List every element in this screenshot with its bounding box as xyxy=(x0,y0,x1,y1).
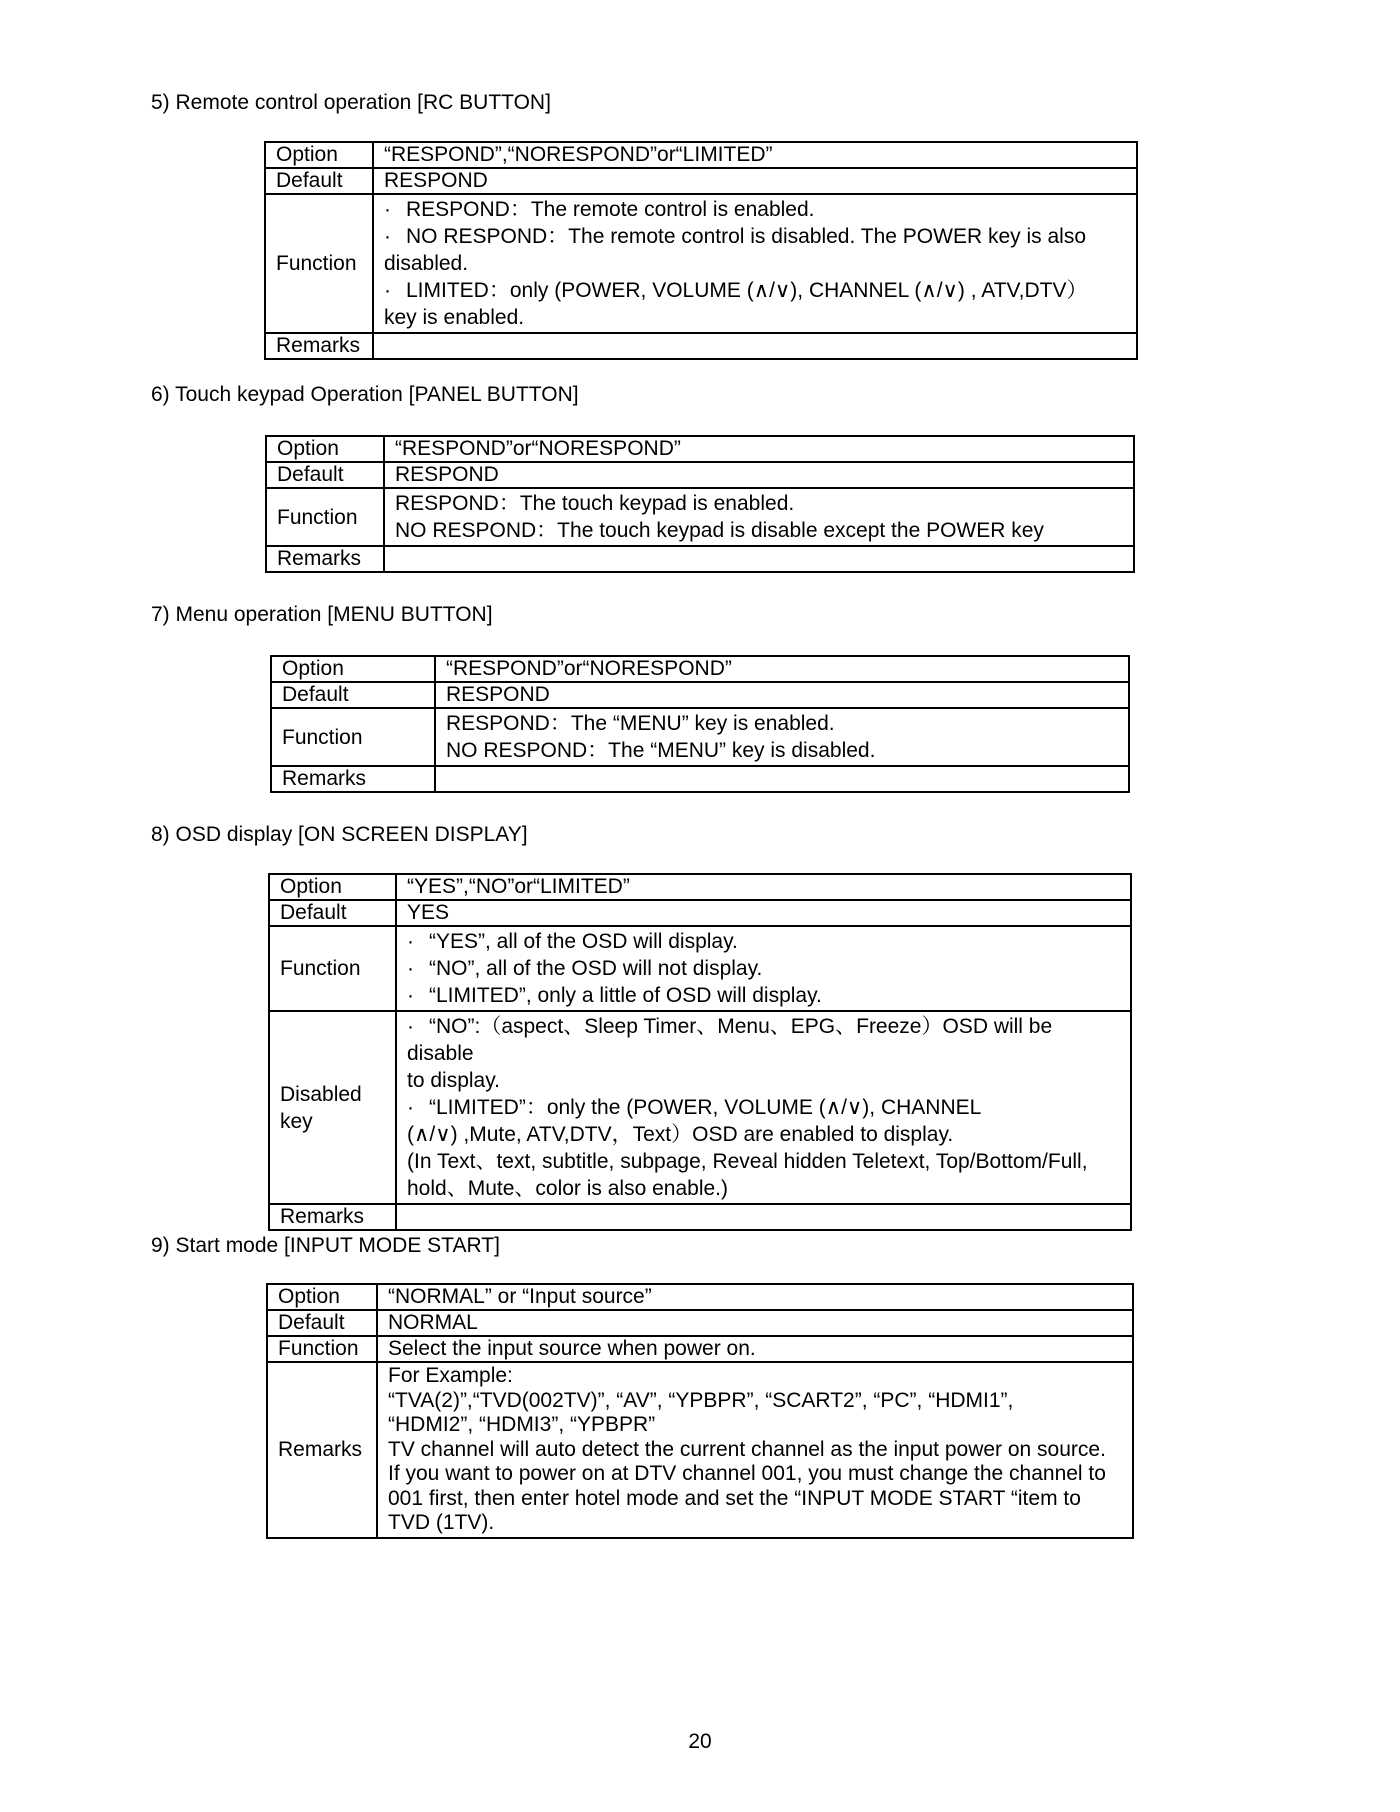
remarks-value xyxy=(435,766,1129,792)
remarks-line: For Example: xyxy=(388,1364,513,1387)
function-line: disabled. xyxy=(384,252,469,275)
table-row xyxy=(269,1011,1131,1204)
remarks-label: Remarks xyxy=(265,333,373,359)
function-line: · RESPOND：The remote control is enabled. xyxy=(384,198,815,221)
table-row xyxy=(265,333,1137,359)
function-label: Function xyxy=(266,488,384,546)
remarks-label: Remarks xyxy=(267,1362,377,1538)
disabled-key-label: Disabled key xyxy=(269,1011,396,1204)
bullet-icon: · xyxy=(407,957,414,980)
remarks-label: Remarks xyxy=(271,766,435,792)
option-label: Option xyxy=(271,656,435,682)
default-label: Default xyxy=(266,462,384,488)
table-row xyxy=(269,874,1131,900)
panel-button-table xyxy=(265,435,1135,573)
page-number: 20 xyxy=(688,1730,712,1753)
table-row xyxy=(267,1336,1133,1362)
input-mode-start-table xyxy=(266,1283,1134,1539)
default-label: Default xyxy=(271,682,435,708)
table-row xyxy=(271,682,1129,708)
table-row xyxy=(266,462,1134,488)
function-line: · “NO”, all of the OSD will not display. xyxy=(407,957,763,980)
function-value xyxy=(373,194,1137,333)
table-row xyxy=(269,1204,1131,1230)
default-value: YES xyxy=(396,900,1131,926)
function-line: NO RESPOND：The touch keypad is disable except the POWER key xyxy=(395,519,1044,542)
function-line: · NO RESPOND：The remote control is disabled. The POWER key is also xyxy=(384,225,1087,248)
bullet-icon: · xyxy=(384,279,391,302)
option-value: “RESPOND”or“NORESPOND” xyxy=(384,436,1134,462)
disabled-line: (∧/∨) ,Mute, ATV,DTV，Text）OSD are enabled to display. xyxy=(407,1123,954,1146)
osd-display-table xyxy=(268,873,1132,1231)
function-label: Function xyxy=(267,1336,377,1362)
bullet-icon: · xyxy=(384,225,391,248)
default-value: RESPOND xyxy=(384,462,1134,488)
option-value: “RESPOND”or“NORESPOND” xyxy=(435,656,1129,682)
remarks-line: TVD (1TV). xyxy=(388,1511,495,1534)
table-row xyxy=(267,1310,1133,1336)
table-row xyxy=(265,168,1137,194)
remarks-value xyxy=(377,1362,1133,1538)
section-title-panel-button: 6) Touch keypad Operation [PANEL BUTTON] xyxy=(151,383,579,406)
option-value: “RESPOND”,“NORESPOND”or“LIMITED” xyxy=(373,142,1137,168)
remarks-line: If you want to power on at DTV channel 001, you must change the channel to xyxy=(388,1462,1106,1485)
remarks-value xyxy=(396,1204,1131,1230)
function-label: Function xyxy=(271,708,435,766)
bullet-icon: · xyxy=(407,984,414,1007)
remarks-label: Remarks xyxy=(266,546,384,572)
menu-button-table xyxy=(270,655,1130,793)
function-line: RESPOND：The touch keypad is enabled. xyxy=(395,492,795,515)
default-value: RESPOND xyxy=(373,168,1137,194)
table-row xyxy=(267,1362,1133,1538)
table-row xyxy=(266,546,1134,572)
remarks-value xyxy=(373,333,1137,359)
table-row xyxy=(271,766,1129,792)
option-label: Option xyxy=(266,436,384,462)
disabled-line: · “NO”:（aspect、Sleep Timer、Menu、EPG、Freeze）OSD will be disable xyxy=(407,1015,1053,1065)
table-row xyxy=(266,436,1134,462)
option-value: “YES”,“NO”or“LIMITED” xyxy=(396,874,1131,900)
function-value: Select the input source when power on. xyxy=(377,1336,1133,1362)
section-title-osd-display: 8) OSD display [ON SCREEN DISPLAY] xyxy=(151,823,528,846)
option-label: Option xyxy=(265,142,373,168)
table-row xyxy=(265,194,1137,333)
table-row xyxy=(269,900,1131,926)
table-row xyxy=(271,656,1129,682)
function-line: NO RESPOND：The “MENU” key is disabled. xyxy=(446,739,876,762)
default-value: RESPOND xyxy=(435,682,1129,708)
function-value xyxy=(435,708,1129,766)
bullet-icon: · xyxy=(384,198,391,221)
section-title-rc-button: 5) Remote control operation [RC BUTTON] xyxy=(151,91,551,114)
remarks-line: 001 first, then enter hotel mode and set the “INPUT MODE START “item to xyxy=(388,1486,1081,1510)
remarks-line: “HDMI2”, “HDMI3”, “YPBPR” xyxy=(388,1413,656,1436)
disabled-line: · “LIMITED”：only the (POWER, VOLUME (∧/∨), CHANNEL xyxy=(407,1096,982,1119)
table-row xyxy=(271,708,1129,766)
function-value xyxy=(384,488,1134,546)
option-label: Option xyxy=(269,874,396,900)
remarks-label: Remarks xyxy=(269,1204,396,1230)
section-title-input-mode-start: 9) Start mode [INPUT MODE START] xyxy=(151,1234,500,1257)
function-line: RESPOND：The “MENU” key is enabled. xyxy=(446,712,835,735)
bullet-icon: · xyxy=(407,930,414,953)
remarks-value xyxy=(384,546,1134,572)
function-value xyxy=(396,926,1131,1011)
remarks-line: TV channel will auto detect the current channel as the input power on source. xyxy=(388,1437,1106,1461)
section-title-menu-button: 7) Menu operation [MENU BUTTON] xyxy=(151,603,493,626)
disabled-line: (In Text、text, subtitle, subpage, Reveal hidden Teletext, Top/Bottom/Full, xyxy=(407,1150,1088,1173)
bullet-icon: · xyxy=(407,1096,414,1119)
option-value: “NORMAL” or “Input source” xyxy=(377,1284,1133,1310)
function-line: · “LIMITED”, only a little of OSD will display. xyxy=(407,984,822,1007)
table-row xyxy=(267,1284,1133,1310)
table-row xyxy=(265,142,1137,168)
function-line: · LIMITED：only (POWER, VOLUME (∧/∨), CHANNEL (∧/∨) , ATV,DTV） xyxy=(384,279,1088,302)
disabled-key-value xyxy=(396,1011,1131,1204)
function-line: · “YES”, all of the OSD will display. xyxy=(407,930,738,953)
default-label: Default xyxy=(267,1310,377,1336)
default-value: NORMAL xyxy=(377,1310,1133,1336)
function-line: key is enabled. xyxy=(384,306,525,329)
disabled-line: hold、Mute、color is also enable.) xyxy=(407,1177,728,1200)
disabled-line: to display. xyxy=(407,1069,500,1092)
remarks-line: “TVA(2)”,“TVD(002TV)”, “AV”, “YPBPR”, “SCART2”, “PC”, “HDMI1”, xyxy=(388,1388,1014,1412)
function-label: Function xyxy=(265,194,373,333)
table-row xyxy=(266,488,1134,546)
default-label: Default xyxy=(269,900,396,926)
default-label: Default xyxy=(265,168,373,194)
option-label: Option xyxy=(267,1284,377,1310)
bullet-icon: · xyxy=(407,1015,414,1038)
function-label: Function xyxy=(269,926,396,1011)
rc-button-table xyxy=(264,141,1138,360)
table-row xyxy=(269,926,1131,1011)
